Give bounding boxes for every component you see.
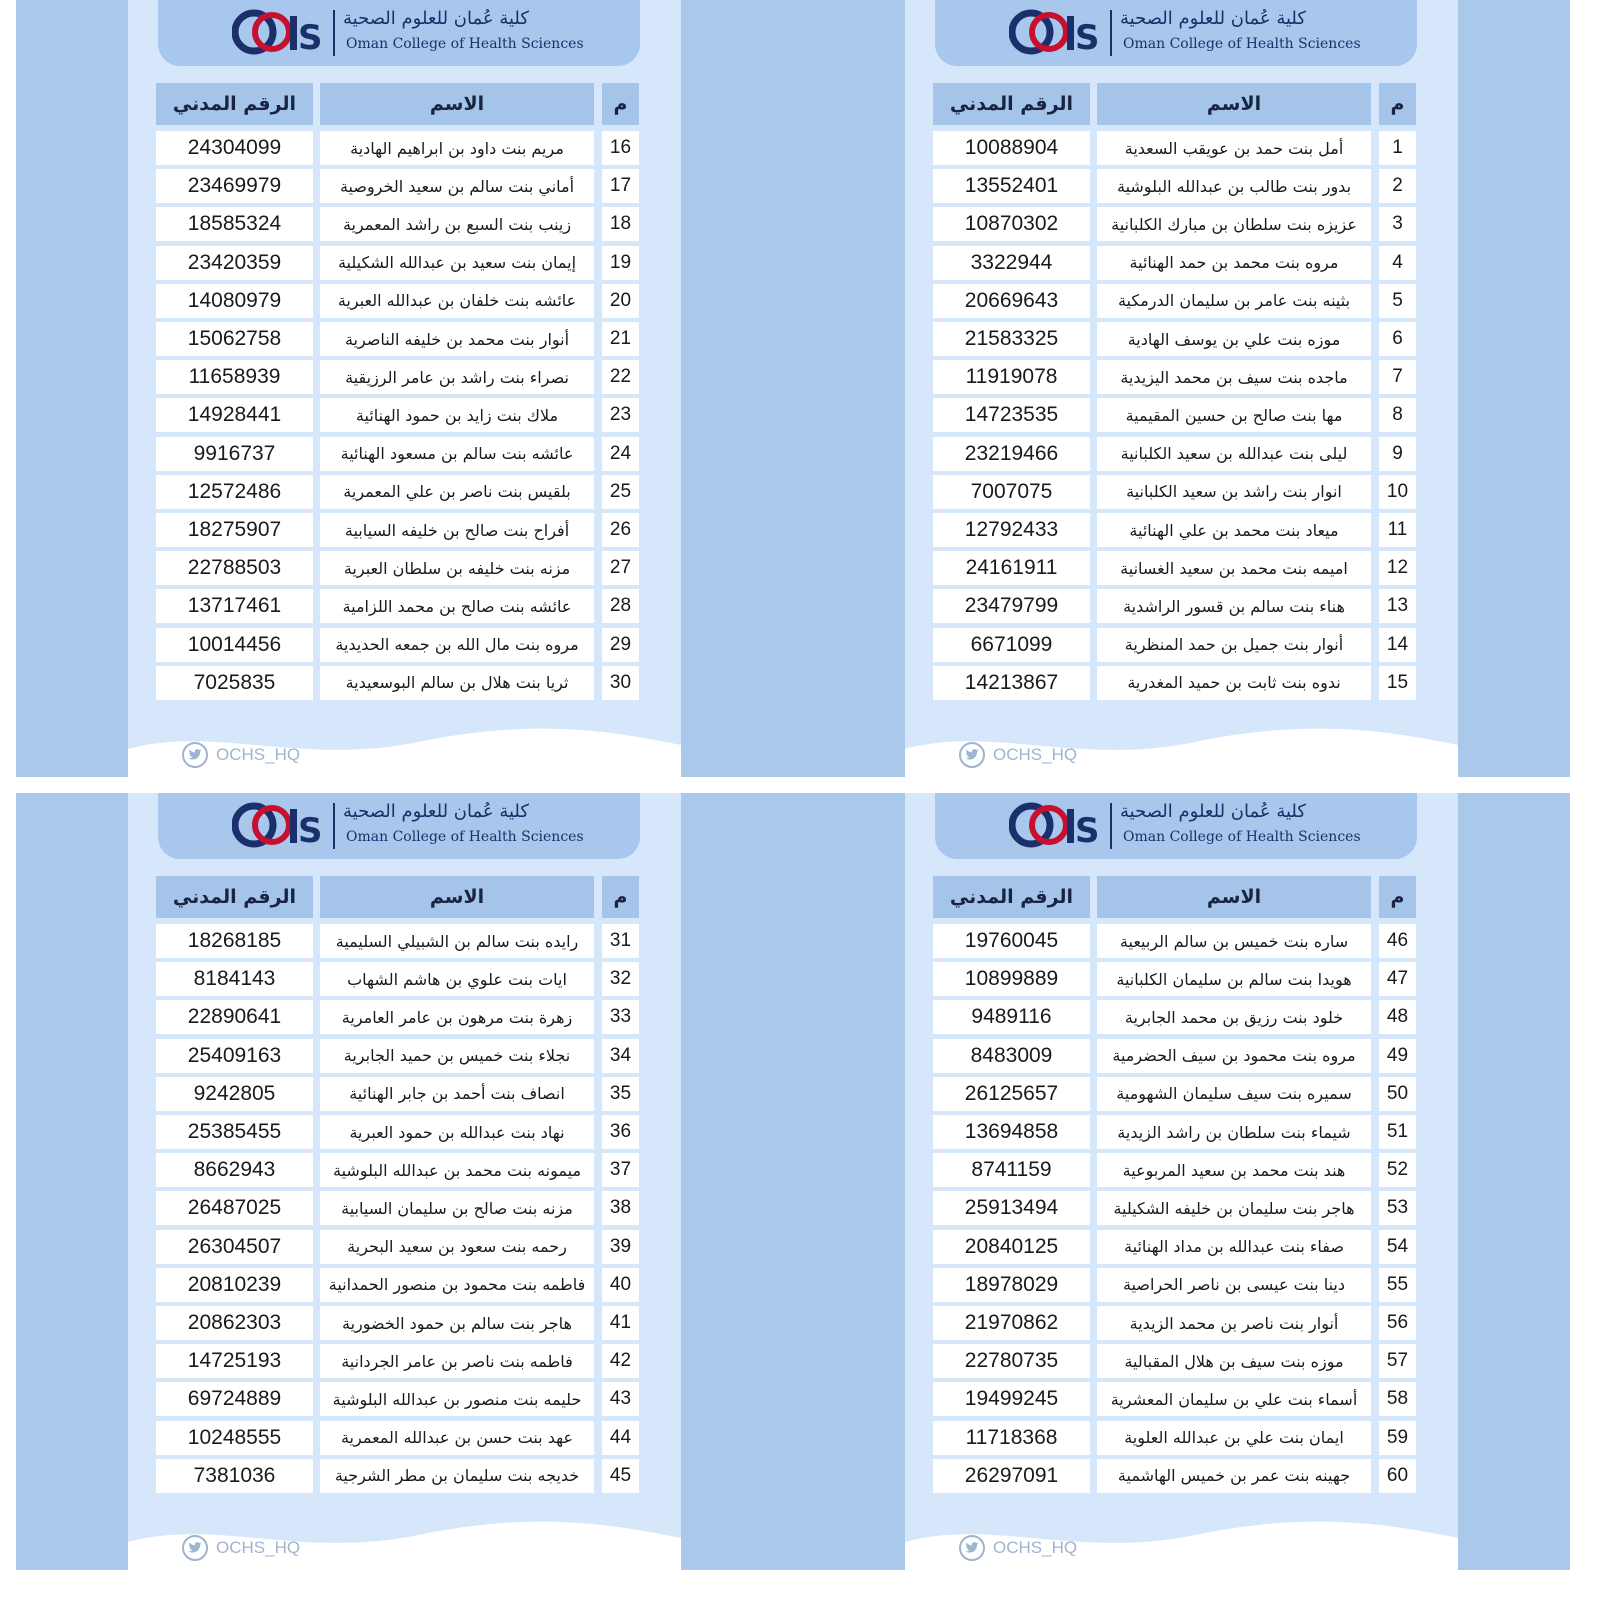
table-row (128, 1382, 681, 1416)
row-number-cell: 10 (1379, 475, 1416, 509)
student-name-cell: هاجر بنت سليمان بن خليفه الشكيلية (1097, 1191, 1371, 1225)
panel-card (905, 0, 1458, 777)
student-name-cell: نجلاء بنت خميس بن حميد الجابرية (320, 1039, 594, 1073)
civil-id-cell: 26297091 (933, 1459, 1090, 1493)
table-row (905, 1039, 1458, 1073)
column-header-civil-id: الرقم المدني (933, 876, 1090, 918)
row-number-cell: 24 (602, 437, 639, 471)
row-number-cell: 28 (602, 589, 639, 623)
table-row (905, 1077, 1458, 1111)
student-name-cell: خلود بنت رزيق بن محمد الجابرية (1097, 1000, 1371, 1034)
org-name-arabic: كلية عُمان للعلوم الصحية (343, 801, 529, 822)
civil-id-cell: 18275907 (156, 513, 313, 547)
row-number-cell: 33 (602, 1000, 639, 1034)
table-row (905, 360, 1458, 394)
logo-divider (333, 803, 335, 849)
row-number-cell: 50 (1379, 1077, 1416, 1111)
civil-id-cell: 14213867 (933, 666, 1090, 700)
civil-id-cell: 10248555 (156, 1421, 313, 1455)
row-number-cell: 43 (602, 1382, 639, 1416)
civil-id-cell: 7381036 (156, 1459, 313, 1493)
student-name-cell: بدور بنت طالب بن عبدالله البلوشية (1097, 169, 1371, 203)
civil-id-cell: 23219466 (933, 437, 1090, 471)
table-row (128, 284, 681, 318)
civil-id-cell: 13552401 (933, 169, 1090, 203)
table-row (128, 1421, 681, 1455)
student-name-cell: حليمه بنت منصور بن عبدالله البلوشية (320, 1382, 594, 1416)
table-row (905, 1459, 1458, 1493)
org-name-arabic: كلية عُمان للعلوم الصحية (343, 8, 529, 29)
civil-id-cell: 12792433 (933, 513, 1090, 547)
column-header-civil-id: الرقم المدني (933, 83, 1090, 125)
row-number-cell: 17 (602, 169, 639, 203)
row-number-cell: 11 (1379, 513, 1416, 547)
row-number-cell: 18 (602, 207, 639, 241)
row-number-cell: 39 (602, 1230, 639, 1264)
civil-id-cell: 14723535 (933, 398, 1090, 432)
civil-id-cell: 25913494 (933, 1191, 1090, 1225)
table-row (905, 169, 1458, 203)
civil-id-cell: 11718368 (933, 1421, 1090, 1455)
student-name-cell: ليلى بنت عبدالله بن سعيد الكلبانية (1097, 437, 1371, 471)
civil-id-cell: 8662943 (156, 1153, 313, 1187)
student-name-cell: رحمه بنت سعود بن سعيد البحرية (320, 1230, 594, 1264)
civil-id-cell: 26125657 (933, 1077, 1090, 1111)
ochs-logo-icon (232, 799, 330, 851)
row-number-cell: 3 (1379, 207, 1416, 241)
svg-text:S: S (298, 18, 323, 58)
row-number-cell: 49 (1379, 1039, 1416, 1073)
student-name-cell: موزه بنت علي بن يوسف الهادية (1097, 322, 1371, 356)
student-name-cell: مروه بنت محمود بن سيف الحضرمية (1097, 1039, 1371, 1073)
civil-id-cell: 22788503 (156, 551, 313, 585)
ochs-logo-icon (232, 6, 330, 58)
student-name-cell: زينب بنت السبع بن راشد المعمرية (320, 207, 594, 241)
table-row (905, 475, 1458, 509)
student-name-cell: عزيزه بنت سلطان بن مبارك الكلبانية (1097, 207, 1371, 241)
table-row (128, 1153, 681, 1187)
table-row (128, 131, 681, 165)
row-number-cell: 40 (602, 1268, 639, 1302)
row-number-cell: 35 (602, 1077, 639, 1111)
table-row (905, 513, 1458, 547)
row-number-cell: 37 (602, 1153, 639, 1187)
table-row (905, 207, 1458, 241)
org-name-english: Oman College of Health Sciences (1123, 829, 1361, 845)
civil-id-cell: 24161911 (933, 551, 1090, 585)
student-name-cell: مريم بنت داود بن ابراهيم الهادية (320, 131, 594, 165)
student-name-cell: أمل بنت حمد بن عويقب السعدية (1097, 131, 1371, 165)
table-row (128, 962, 681, 996)
table-row (128, 1039, 681, 1073)
student-name-cell: أسماء بنت علي بن سليمان المعشرية (1097, 1382, 1371, 1416)
student-name-cell: نصراء بنت راشد بن عامر الرزيقية (320, 360, 594, 394)
student-name-cell: أماني بنت سالم بن سعيد الخروصية (320, 169, 594, 203)
civil-id-cell: 25409163 (156, 1039, 313, 1073)
student-name-cell: اميمه بنت محمد بن سعيد الغسانية (1097, 551, 1371, 585)
civil-id-cell: 7007075 (933, 475, 1090, 509)
table-row (905, 666, 1458, 700)
civil-id-cell: 8483009 (933, 1039, 1090, 1073)
twitter-handle[interactable] (959, 1535, 1077, 1561)
ochs-logo-icon (1009, 799, 1107, 851)
row-number-cell: 12 (1379, 551, 1416, 585)
row-number-cell: 31 (602, 924, 639, 958)
civil-id-cell: 69724889 (156, 1382, 313, 1416)
svg-text:S: S (298, 811, 323, 851)
student-name-cell: انصاف بنت أحمد بن جابر الهنائية (320, 1077, 594, 1111)
row-number-cell: 6 (1379, 322, 1416, 356)
civil-id-cell: 10870302 (933, 207, 1090, 241)
student-name-cell: أنوار بنت جميل بن حمد المنظرية (1097, 628, 1371, 662)
student-name-cell: مزنه بنت خليفه بن سلطان العبرية (320, 551, 594, 585)
column-header-number: م (1379, 83, 1416, 125)
student-name-cell: مها بنت صالح بن حسين المقيمية (1097, 398, 1371, 432)
row-number-cell: 20 (602, 284, 639, 318)
civil-id-cell: 20810239 (156, 1268, 313, 1302)
table-row (128, 1191, 681, 1225)
row-number-cell: 8 (1379, 398, 1416, 432)
row-number-cell: 1 (1379, 131, 1416, 165)
student-name-cell: ايات بنت علوي بن هاشم الشهاب (320, 962, 594, 996)
table-row (128, 628, 681, 662)
student-name-cell: ميمونه بنت محمد بن عبدالله البلوشية (320, 1153, 594, 1187)
row-number-cell: 59 (1379, 1421, 1416, 1455)
table-row (905, 1421, 1458, 1455)
row-number-cell: 13 (1379, 589, 1416, 623)
row-number-cell: 15 (1379, 666, 1416, 700)
civil-id-cell: 20862303 (156, 1306, 313, 1340)
twitter-handle[interactable] (182, 1535, 300, 1561)
table-row (128, 1000, 681, 1034)
civil-id-cell: 10014456 (156, 628, 313, 662)
student-name-cell: بلقيس بنت ناصر بن علي المعمرية (320, 475, 594, 509)
logo-banner (935, 793, 1417, 859)
civil-id-cell: 20669643 (933, 284, 1090, 318)
row-number-cell: 36 (602, 1115, 639, 1149)
table-row (128, 1230, 681, 1264)
row-number-cell: 5 (1379, 284, 1416, 318)
list-panel (16, 793, 793, 1570)
table-row (128, 207, 681, 241)
student-name-cell: ساره بنت خميس بن سالم الربيعية (1097, 924, 1371, 958)
civil-id-cell: 23469979 (156, 169, 313, 203)
table-row (905, 1306, 1458, 1340)
student-name-cell: موزه بنت سيف بن هلال المقبالية (1097, 1344, 1371, 1378)
table-row (905, 246, 1458, 280)
civil-id-cell: 9916737 (156, 437, 313, 471)
row-number-cell: 48 (1379, 1000, 1416, 1034)
table-row (905, 962, 1458, 996)
civil-id-cell: 22780735 (933, 1344, 1090, 1378)
row-number-cell: 9 (1379, 437, 1416, 471)
student-name-cell: أنوار بنت محمد بن خليفه الناصرية (320, 322, 594, 356)
student-name-cell: مروه بنت مال الله بن جمعه الحديدية (320, 628, 594, 662)
student-name-cell: فاطمه بنت محمود بن منصور الحمدانية (320, 1268, 594, 1302)
row-number-cell: 47 (1379, 962, 1416, 996)
twitter-handle-label: OCHS_HQ (993, 1538, 1078, 1557)
column-header-number: م (1379, 876, 1416, 918)
list-panel (793, 793, 1570, 1570)
civil-id-cell: 23479799 (933, 589, 1090, 623)
column-header-name: الاسم (320, 83, 594, 125)
column-header-civil-id: الرقم المدني (156, 876, 313, 918)
civil-id-cell: 26487025 (156, 1191, 313, 1225)
civil-id-cell: 18585324 (156, 207, 313, 241)
row-number-cell: 53 (1379, 1191, 1416, 1225)
table-row (128, 246, 681, 280)
civil-id-cell: 12572486 (156, 475, 313, 509)
table-row (128, 1306, 681, 1340)
column-header-civil-id: الرقم المدني (156, 83, 313, 125)
civil-id-cell: 20840125 (933, 1230, 1090, 1264)
civil-id-cell: 13694858 (933, 1115, 1090, 1149)
table-row (905, 131, 1458, 165)
table-row (905, 1191, 1458, 1225)
student-name-cell: رايده بنت سالم بن الشبيلي السليمية (320, 924, 594, 958)
column-header-name: الاسم (1097, 83, 1371, 125)
row-number-cell: 27 (602, 551, 639, 585)
civil-id-cell: 8184143 (156, 962, 313, 996)
panel-card (905, 793, 1458, 1570)
student-name-cell: انوار بنت راشد بن سعيد الكلبانية (1097, 475, 1371, 509)
civil-id-cell: 22890641 (156, 1000, 313, 1034)
twitter-icon (959, 742, 985, 768)
table-row (128, 322, 681, 356)
list-panel (16, 0, 793, 777)
student-name-cell: ميعاد بنت محمد بن علي الهنائية (1097, 513, 1371, 547)
student-name-cell: أفراح بنت صالح بن خليفه السيابية (320, 513, 594, 547)
logo-divider (1110, 10, 1112, 56)
row-number-cell: 38 (602, 1191, 639, 1225)
table-row (128, 360, 681, 394)
row-number-cell: 26 (602, 513, 639, 547)
column-header-name: الاسم (1097, 876, 1371, 918)
student-name-cell: صفاء بنت عبدالله بن مداد الهنائية (1097, 1230, 1371, 1264)
table-row (128, 1077, 681, 1111)
student-name-cell: ايمان بنت علي بن عبدالله العلوية (1097, 1421, 1371, 1455)
student-name-cell: مروه بنت محمد بن حمد الهنائية (1097, 246, 1371, 280)
civil-id-cell: 14080979 (156, 284, 313, 318)
row-number-cell: 34 (602, 1039, 639, 1073)
logo-divider (333, 10, 335, 56)
row-number-cell: 46 (1379, 924, 1416, 958)
civil-id-cell: 9242805 (156, 1077, 313, 1111)
table-row (128, 1459, 681, 1493)
civil-id-cell: 21970862 (933, 1306, 1090, 1340)
civil-id-cell: 10088904 (933, 131, 1090, 165)
student-name-cell: عهد بنت حسن بن عبدالله المعمرية (320, 1421, 594, 1455)
student-name-cell: زهرة بنت مرهون بن عامر العامرية (320, 1000, 594, 1034)
table-row (905, 1000, 1458, 1034)
civil-id-cell: 10899889 (933, 962, 1090, 996)
table-row (905, 1268, 1458, 1302)
civil-id-cell: 7025835 (156, 666, 313, 700)
civil-id-cell: 21583325 (933, 322, 1090, 356)
row-number-cell: 25 (602, 475, 639, 509)
row-number-cell: 4 (1379, 246, 1416, 280)
svg-text:S: S (1075, 18, 1100, 58)
table-row (128, 437, 681, 471)
student-name-cell: ماجده بنت سيف بن محمد اليزيدية (1097, 360, 1371, 394)
civil-id-cell: 8741159 (933, 1153, 1090, 1187)
twitter-handle[interactable] (959, 742, 1077, 768)
column-header-name: الاسم (320, 876, 594, 918)
row-number-cell: 21 (602, 322, 639, 356)
row-number-cell: 32 (602, 962, 639, 996)
table-row (128, 169, 681, 203)
student-name-cell: نهاد بنت عبدالله بن حمود العبرية (320, 1115, 594, 1149)
student-name-cell: خديجه بنت سليمان بن مطر الشرجية (320, 1459, 594, 1493)
row-number-cell: 42 (602, 1344, 639, 1378)
student-name-cell: هاجر بنت سالم بن حمود الخضورية (320, 1306, 594, 1340)
student-name-cell: بثينه بنت عامر بن سليمان الدرمكية (1097, 284, 1371, 318)
table-row (128, 589, 681, 623)
table-row (128, 924, 681, 958)
column-header-number: م (602, 876, 639, 918)
civil-id-cell: 18978029 (933, 1268, 1090, 1302)
table-row (128, 551, 681, 585)
student-name-cell: فاطمه بنت ناصر بن عامر الجردانية (320, 1344, 594, 1378)
table-row (905, 1344, 1458, 1378)
student-name-cell: مزنه بنت صالح بن سليمان السيابية (320, 1191, 594, 1225)
student-name-cell: ثريا بنت هلال بن سالم البوسعيدية (320, 666, 594, 700)
twitter-icon (182, 1535, 208, 1561)
row-number-cell: 57 (1379, 1344, 1416, 1378)
column-header-number: م (602, 83, 639, 125)
row-number-cell: 41 (602, 1306, 639, 1340)
twitter-handle-label: OCHS_HQ (216, 745, 301, 764)
student-name-cell: أنوار بنت ناصر بن محمد الزيدية (1097, 1306, 1371, 1340)
table-row (905, 1230, 1458, 1264)
table-row (128, 1268, 681, 1302)
table-row (905, 322, 1458, 356)
row-number-cell: 16 (602, 131, 639, 165)
civil-id-cell: 11919078 (933, 360, 1090, 394)
twitter-icon (959, 1535, 985, 1561)
row-number-cell: 51 (1379, 1115, 1416, 1149)
student-name-cell: ملاك بنت زايد بن حمود الهنائية (320, 398, 594, 432)
row-number-cell: 7 (1379, 360, 1416, 394)
student-name-cell: هند بنت محمد بن سعيد المربوعية (1097, 1153, 1371, 1187)
table-row (128, 666, 681, 700)
student-name-cell: هناء بنت سالم بن قسور الراشدية (1097, 589, 1371, 623)
row-number-cell: 56 (1379, 1306, 1416, 1340)
row-number-cell: 14 (1379, 628, 1416, 662)
table-row (905, 1382, 1458, 1416)
row-number-cell: 30 (602, 666, 639, 700)
student-name-cell: دينا بنت عيسى بن ناصر الحراصية (1097, 1268, 1371, 1302)
row-number-cell: 52 (1379, 1153, 1416, 1187)
table-row (905, 437, 1458, 471)
org-name-english: Oman College of Health Sciences (346, 829, 584, 845)
student-name-cell: سميره بنت سيف سليمان الشهومية (1097, 1077, 1371, 1111)
org-name-english: Oman College of Health Sciences (1123, 36, 1361, 52)
civil-id-cell: 18268185 (156, 924, 313, 958)
table-row (905, 589, 1458, 623)
svg-text:S: S (1075, 811, 1100, 851)
row-number-cell: 19 (602, 246, 639, 280)
table-row (128, 1115, 681, 1149)
civil-id-cell: 19760045 (933, 924, 1090, 958)
student-name-cell: إيمان بنت سعيد بن عبدالله الشكيلية (320, 246, 594, 280)
civil-id-cell: 24304099 (156, 131, 313, 165)
student-name-cell: عائشه بنت صالح بن محمد اللزامية (320, 589, 594, 623)
row-number-cell: 2 (1379, 169, 1416, 203)
civil-id-cell: 6671099 (933, 628, 1090, 662)
table-row (905, 551, 1458, 585)
student-name-cell: هويدا بنت سالم بن سليمان الكلبانية (1097, 962, 1371, 996)
table-row (905, 1115, 1458, 1149)
civil-id-cell: 14928441 (156, 398, 313, 432)
row-number-cell: 29 (602, 628, 639, 662)
civil-id-cell: 3322944 (933, 246, 1090, 280)
civil-id-cell: 13717461 (156, 589, 313, 623)
ochs-logo-icon (1009, 6, 1107, 58)
student-name-cell: عائشه بنت سالم بن مسعود الهنائية (320, 437, 594, 471)
list-panel (793, 0, 1570, 777)
twitter-icon (182, 742, 208, 768)
student-name-cell: جهينه بنت عمر بن خميس الهاشمية (1097, 1459, 1371, 1493)
civil-id-cell: 26304507 (156, 1230, 313, 1264)
table-row (128, 1344, 681, 1378)
table-row (128, 398, 681, 432)
table-row (128, 475, 681, 509)
table-row (905, 398, 1458, 432)
row-number-cell: 58 (1379, 1382, 1416, 1416)
twitter-handle[interactable] (182, 742, 300, 768)
civil-id-cell: 23420359 (156, 246, 313, 280)
logo-banner (935, 0, 1417, 66)
table-row (905, 628, 1458, 662)
twitter-handle-label: OCHS_HQ (216, 1538, 301, 1557)
panel-card (128, 0, 681, 777)
org-name-arabic: كلية عُمان للعلوم الصحية (1120, 8, 1306, 29)
student-name-cell: ندوه بنت ثابت بن حميد المغدرية (1097, 666, 1371, 700)
row-number-cell: 55 (1379, 1268, 1416, 1302)
logo-divider (1110, 803, 1112, 849)
civil-id-cell: 11658939 (156, 360, 313, 394)
logo-banner (158, 0, 640, 66)
table-row (128, 513, 681, 547)
row-number-cell: 54 (1379, 1230, 1416, 1264)
org-name-arabic: كلية عُمان للعلوم الصحية (1120, 801, 1306, 822)
panel-card (128, 793, 681, 1570)
civil-id-cell: 15062758 (156, 322, 313, 356)
row-number-cell: 44 (602, 1421, 639, 1455)
civil-id-cell: 25385455 (156, 1115, 313, 1149)
civil-id-cell: 14725193 (156, 1344, 313, 1378)
civil-id-cell: 9489116 (933, 1000, 1090, 1034)
table-row (905, 1153, 1458, 1187)
row-number-cell: 45 (602, 1459, 639, 1493)
row-number-cell: 23 (602, 398, 639, 432)
table-row (905, 924, 1458, 958)
student-name-cell: عائشه بنت خلفان بن عبدالله العبرية (320, 284, 594, 318)
student-name-cell: شيماء بنت سلطان بن راشد الزيدية (1097, 1115, 1371, 1149)
org-name-english: Oman College of Health Sciences (346, 36, 584, 52)
row-number-cell: 22 (602, 360, 639, 394)
row-number-cell: 60 (1379, 1459, 1416, 1493)
civil-id-cell: 19499245 (933, 1382, 1090, 1416)
logo-banner (158, 793, 640, 859)
twitter-handle-label: OCHS_HQ (993, 745, 1078, 764)
table-row (905, 284, 1458, 318)
